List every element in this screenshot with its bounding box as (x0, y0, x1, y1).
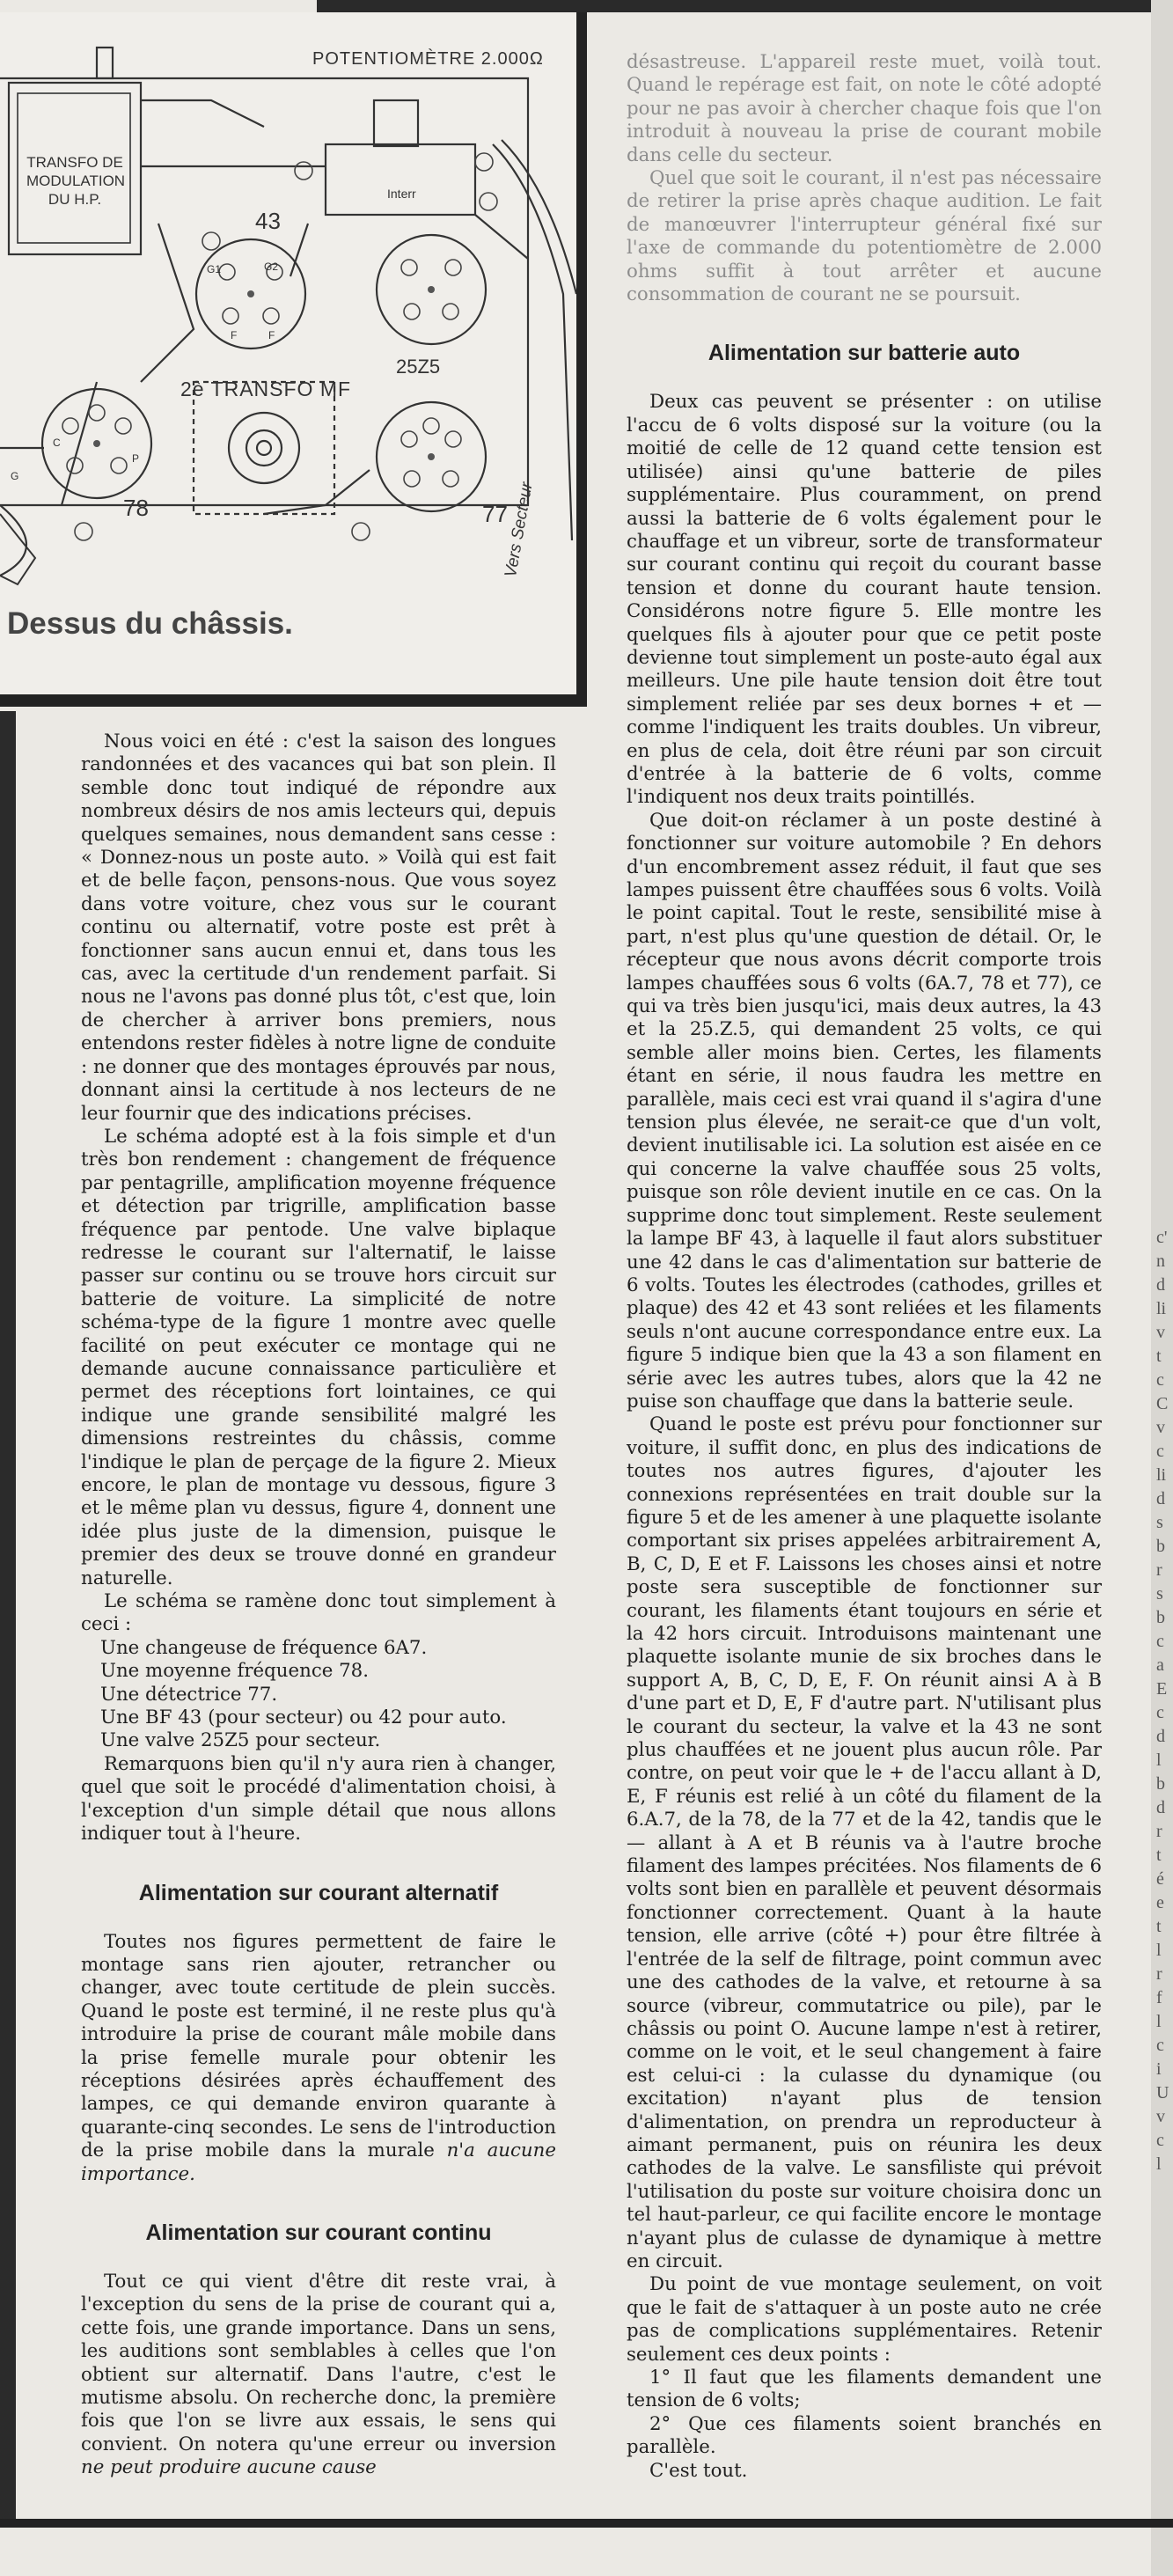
paragraph-text: Toutes nos figures permettent de faire le montage sans rien ajouter, retrancher ou changer, avec toute certitude de plein succès. Quand le poste est terminé, il ne reste plus qu'à introduire la prise de courant mâle mobile dans la prise femelle murale pour obtenir les réceptions désirées après échauffement des lampes, ce qui demande environ quarante à quarante-cinq secondes. Le sens de l'introduction de la prise mobile dans la murale (81, 1930, 556, 2162)
section-heading-alternatif: Alimentation sur courant alternatif (138, 1880, 499, 1905)
list-item: Une moyenne fréquence 78. (100, 1660, 369, 1683)
edge-letter: t (1156, 1846, 1162, 1865)
edge-letter: v (1156, 2107, 1165, 2126)
edge-letter: c (1156, 1703, 1164, 1722)
edge-letter: v (1156, 1323, 1165, 1342)
edge-letter: li (1156, 1299, 1167, 1318)
list-item: Une détectrice 77. (100, 1683, 278, 1706)
paragraph (81, 1931, 556, 2186)
paragraph: Le schéma se ramène donc tout simplement à ceci : (81, 1590, 556, 1636)
paragraph: 1° Il faut que les filaments demandent une tension de 6 volts; (627, 2367, 1102, 2412)
edge-letter: a (1156, 1655, 1164, 1675)
edge-letter: b (1156, 1608, 1165, 1627)
paragraph: Le schéma adopté est à la fois simple et d'un très bon rendement : changement de fréquence par pentagrille, amplification moyenne fréquence et détection par trigrille, amplification basse fréquence par pentode. Une valve biplaque redresse le courant sur l'alternatif, le laisse passer sur continu ou se trouve hors circuit sur batterie de voiture. La simplicité de notre schéma-type de la figure 1 montre avec quelle facilité on peut exécuter ce montage qui ne demande aucune connaissance particulière et permet des réceptions fort lointaines, ce qui indique une grande sensibilité malgré les dimensions restreintes du châssis, comme l'indique le plan de perçage de la figure 2. Mieux encore, le plan de montage vu dessous, figure 3 et le même plan vu dessus, figure 4, donnent une idée plus juste de la dimension, puisque le premier des deux se trouve donné en grandeur naturelle. (81, 1125, 556, 1589)
edge-letter: r (1156, 1964, 1162, 1984)
edge-letter: d (1156, 1275, 1165, 1295)
list-item: Une BF 43 (pour secteur) ou 42 pour auto. (100, 1706, 507, 1729)
edge-letter: r (1156, 1822, 1162, 1841)
edge-letter: c (1156, 1632, 1164, 1651)
edge-letter: v (1156, 1418, 1165, 1437)
right-column (627, 51, 1102, 2483)
paragraph-text: Tout ce qui vient d'être dit reste vrai, à l'exception du sens de la prise de courant qui a, cette fois, une grande importance. Dans un sens, les auditions sont semblables à celles que l'on obtient sur alternatif. Dans l'autre, c'est le mutisme absolu. On recherche donc, la première fois que l'on se livre aux essais, le sens qui convient. On notera qu'une erreur ou inversion (81, 2270, 556, 2455)
edge-letter: c' (1156, 1228, 1168, 1247)
edge-letter: l (1156, 1750, 1162, 1770)
top-border (317, 0, 1173, 12)
chassis-diagram (0, 12, 587, 707)
edge-letter: c (1156, 1370, 1164, 1390)
emphasis: n'a aucune importance. (81, 2139, 556, 2185)
paragraph: Deux cas peuvent se présenter : on utilise l'accu de 6 volts disposé sur la voiture (ou la moitié de celle de 12 quand cette tension est utilisée) ainsi qu'une batterie de piles supplémentaire. Plus couramment, on prend aussi la batterie de 6 volts également pour le chauffage et un vibreur, sorte de transformateur sur courant continu qui reçoit du courant basse tension et donne du courant haute tension. Considérons notre figure 5. Elle montre les quelques fils à ajouter pour que ce petit poste devienne tout simplement un poste-auto égal aux meilleurs. Une pile haute tension doit être tout simplement reliée par ses deux bornes + et — comme l'indiquent les traits doubles. Un vibreur, en plus de cela, doit être réuni par son circuit d'entrée à la batterie de 6 volts, comme l'indiquent nos deux traits pointillés. (627, 391, 1102, 809)
edge-letter: d (1156, 1489, 1165, 1508)
pin-label: F (268, 329, 275, 341)
edge-letter: t (1156, 1347, 1162, 1366)
paragraph: Nous voici en été : c'est la saison des longues randonnées et des vacances qui bat son plein. Il semble donc tout indiqué de répondre aux nombreux désirs de nos amis lecteurs qui, depuis quelques semaines, nous demandent sans cesse : « Donnez-nous un poste auto. » Voilà qui est fait et de belle façon, pensons-nous. Que vous soyez dans votre voiture, chez vous sur le courant continu ou alternatif, votre poste est prêt à fonctionner sans aucun ennui et, dans tous les cas, avec la certitude d'un rendement parfait. Si nous ne l'avons pas donné plus tôt, c'est que, loin de chercher à arriver bons premiers, nous entendons rester fidèles à notre ligne de conduite : ne donner que des montages éprouvés par nous, donnant ainsi la certitude à nos lecteurs de ne leur fournir que des indications précises. (81, 730, 556, 1125)
edge-letter: i (1156, 2059, 1162, 2079)
tube-list (81, 1637, 556, 1753)
paragraph: Du point de vue montage seulement, on voit que le fait de s'attaquer à un poste auto ne crée pas de complications supplémentaires. Retenir seulement ces deux points : (627, 2273, 1102, 2366)
transfo-mod-line: DU H.P. (48, 191, 102, 208)
edge-letter: C (1156, 1394, 1169, 1413)
edge-letter: s (1156, 1584, 1163, 1604)
list-item: Une valve 25Z5 pour secteur. (100, 1729, 381, 1752)
edge-letter: d (1156, 1727, 1165, 1746)
edge-letter: b (1156, 1537, 1165, 1556)
list-item: Une changeuse de fréquence 6A7. (100, 1636, 428, 1659)
edge-letter: f (1156, 1988, 1162, 2007)
pin-label: G (11, 470, 19, 482)
edge-letter: c (1156, 1442, 1164, 1461)
diagram-caption: Dessus du châssis. (7, 606, 293, 641)
tube-78-label: 78 (123, 495, 149, 521)
paragraph: Quel que soit le courant, il n'est pas nécessaire de retirer la prise après chaque audition. Le fait de manœuvrer l'interrupteur général fixé sur l'axe de commande du potentiomètre de 2.000 ohms suffit à tout arrêter et aucune consommation de courant ne se poursuit. (627, 167, 1102, 306)
paragraph: désastreuse. L'appareil reste muet, voilà tout. Quand le repérage est fait, on note le côté adopté pour ne pas avoir à chercher chaque fois que l'on introduit à nouveau la prise de courant mobile dans celle du secteur. (627, 51, 1102, 166)
pin-label: F (231, 329, 238, 341)
left-column (81, 730, 556, 2480)
paragraph (81, 2271, 556, 2480)
edge-letter: l (1156, 2012, 1162, 2031)
edge-letter: c (1156, 2131, 1164, 2150)
edge-letter: l (1156, 2154, 1162, 2174)
edge-letter: d (1156, 1798, 1165, 1817)
edge-letter: n (1156, 1251, 1165, 1271)
transfo-mod-line: MODULATION (26, 172, 126, 189)
adjacent-page-strip (1151, 0, 1173, 2576)
transfo-modulation-label (26, 153, 126, 209)
transfo-mod-line: TRANSFO DE (26, 154, 123, 171)
paragraph: Remarquons bien qu'il n'y aura rien à changer, quel que soit le procédé d'alimentation choisi, à l'exception d'un simple détail que nous allons indiquer tout à l'heure. (81, 1752, 556, 1846)
tube-43-label: 43 (255, 208, 281, 234)
section-heading-auto: Alimentation sur batterie auto (707, 341, 1021, 366)
pin-label: G1 (207, 263, 222, 275)
pin-label: C (53, 437, 61, 449)
left-border (0, 711, 16, 2524)
bottom-border (0, 2519, 1173, 2528)
paragraph: Que doit-on réclamer à un poste destiné à fonctionner sur voiture automobile ? En dehors d'un encombrement assez réduit, il faut que ses lampes puissent être chauffées sous 6 volts. Voilà le point capital. Tout le reste, sensibilité mise à part, n'est plus qu'une question de détail. Or, le récepteur que nous avons décrit comporte trois lampes chauffées sous 6 volts (6A.7, 78 et 77), ce qui va très bien jusqu'ici, mais deux autres, la 43 et la 25.Z.5, qui demandent 25 volts, ce qui semble aller moins bien. Certes, les filaments étant en série, il nous faudra les mettre en parallèle, mais ceci est vrai quand il s'agira d'une tension plus élevée, ne serait-ce que d'un volt, devient inutilisable ici. La solution est aisée en ce qui concerne la valve chauffée sous 25 volts, puisque son rôle devient inutile en ce cas. On la supprime donc tout simplement. Reste seulement la lampe BF 43, à laquelle il faut alors substituer une 42 dans le cas d'alimentation sur batterie de 6 volts. Toutes les électrodes (cathodes, grilles et plaque) des 42 et 43 sont reliées et les filaments seuls n'ont aucune correspondance entre eux. La figure 5 indique bien que la 43 a son filament en série avec les autres tubes, alors que la 42 ne puise son chauffage que dans la batterie seule. (627, 809, 1102, 1413)
tube-25z5-label: 25Z5 (396, 356, 441, 378)
edge-letter: E (1156, 1679, 1168, 1699)
edge-letter: b (1156, 1774, 1165, 1794)
potentiometer-label: POTENTIOMÈTRE 2.000Ω (312, 49, 544, 69)
edge-letter: c (1156, 2036, 1164, 2055)
transfo-mf-label: 2è TRANSFO MF (180, 378, 352, 400)
paragraph: Quand le poste est prévu pour fonctionner sur voiture, il suffit donc, en plus des indications de toutes nos autres figures, d'ajouter les connexions représentées en trait double sur la figure 5 et de les amener à une plaquette isolante comportant six prises appelées arbitrairement A, B, C, D, E et F. Laissons les choses ainsi et notre poste sera susceptible de fonctionner sur courant, les filaments étant toujours en série et la 42 hors circuit. Introduisons maintenant une plaquette isolante munie de six broches dans le support A, B, C, D, E, F. On réunit ainsi A à B d'une part et D, E, F d'autre part. N'utilisant plus le courant du secteur, la valve et la 43 ne sont plus chauffées et ne jouent plus aucun rôle. Par contre, on peut voir que le + de l'accu allant à D, E, F réunis est relié à un côté du filament de la 6.A.7, de la 78, de la 77 et de la 42, tandis que le — allant à A et B réunis va à l'autre broche filament des lampes précitées. Nos filaments de 6 volts sont bien en parallèle et peuvent désormais fonctionner correctement. Quant à la haute tension, elle arrive (côté +) pour être filtrée à l'entrée de la self de filtrage, point commun avec une des cathodes de la valve, et retourne à sa source (vibreur, commutatrice ou pile), par le châssis ou point O. Aucune lampe n'est à retirer, comme on le voit, et le seul changement à faire est celui-ci : la culasse du dynamique (ou excitation) n'ayant plus de tension d'alimentation, on prendra un reproducteur à aimant permanent, puis on réunira les deux cathodes de la valve. Le sansfiliste qui prévoit l'utilisation du poste sur voiture choisira donc un tel haut-parleur, ce qui facilite encore le montage n'ayant plus de culasse de dynamique à mettre en circuit. (627, 1413, 1102, 2272)
edge-letter: é (1156, 1869, 1164, 1889)
chassis-drawing (0, 12, 576, 694)
section-heading-continu: Alimentation sur courant continu (145, 2220, 492, 2245)
paragraph: C'est tout. (649, 2459, 748, 2482)
paragraph: 2° Que ces filaments soient branchés en parallèle. (627, 2412, 1102, 2459)
edge-letter: t (1156, 1917, 1162, 1936)
interrupteur-label: Interr (387, 187, 416, 201)
edge-letter: e (1156, 1893, 1164, 1912)
tube-77-label: 77 (482, 501, 508, 527)
edge-letter: li (1156, 1465, 1167, 1485)
pin-label: G2 (264, 261, 279, 273)
edge-letter: s (1156, 1513, 1163, 1532)
edge-letter: r (1156, 1560, 1162, 1580)
vers-secteur-label: Vers Secteur (502, 481, 537, 579)
pin-label: P (132, 452, 140, 465)
edge-letter: l (1156, 1941, 1162, 1960)
edge-letter: U (1156, 2083, 1169, 2103)
emphasis: ne peut produire aucune cause (81, 2456, 377, 2479)
